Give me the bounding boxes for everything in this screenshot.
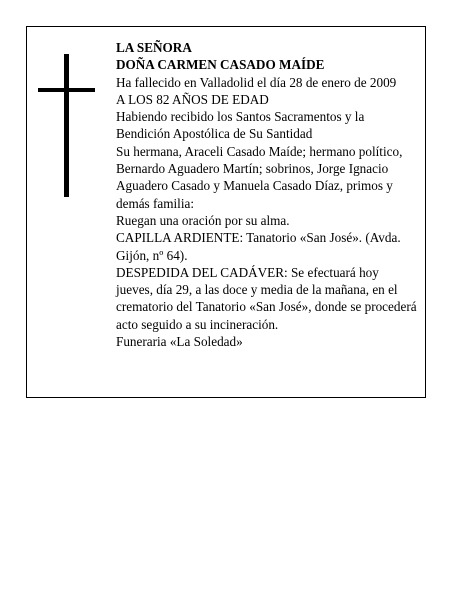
- funeral-home: Funeraria «La Soledad»: [116, 334, 243, 350]
- sacraments-line: Habiendo recibido los Santos Sacramentos y la: [116, 109, 365, 125]
- notice-text: [116, 39, 426, 350]
- prayer-request: Ruegan una oración por su alma.: [116, 212, 290, 228]
- age-line: A LOS 82 AÑOS DE EDAD: [116, 91, 269, 107]
- cross-horizontal-bar: [38, 88, 95, 92]
- deceased-name: DOÑA CARMEN CASADO MAÍDE: [116, 57, 325, 73]
- family-line: Aguadero Casado y Manuela Casado Díaz, primos y: [116, 178, 393, 194]
- farewell-line: jueves, día 29, a las doce y media de la mañana, en el: [116, 282, 398, 298]
- notice-heading: LA SEÑORA: [116, 40, 192, 55]
- family-line: Bernardo Aguadero Martín; sobrinos, Jorge Ignacio: [116, 161, 389, 177]
- family-line: Su hermana, Araceli Casado Maíde; hermano político,: [116, 143, 403, 159]
- obituary-notice: [26, 26, 426, 398]
- family-line: demás familia:: [116, 195, 194, 211]
- chapel-line: Gijón, nº 64).: [116, 247, 188, 263]
- farewell-line: crematorio del Tanatorio «San José», donde se procederá: [116, 299, 417, 315]
- farewell-line: acto seguido a su incineración.: [116, 316, 279, 332]
- sacraments-line: Bendición Apostólica de Su Santidad: [116, 126, 313, 142]
- death-statement: Ha fallecido en Valladolid el día 28 de enero de 2009: [116, 74, 397, 90]
- chapel-line: CAPILLA ARDIENTE: Tanatorio «San José». (Avda.: [116, 230, 401, 246]
- cross-vertical-bar: [64, 54, 69, 197]
- farewell-line: DESPEDIDA DEL CADÁVER: Se efectuará hoy: [116, 264, 379, 280]
